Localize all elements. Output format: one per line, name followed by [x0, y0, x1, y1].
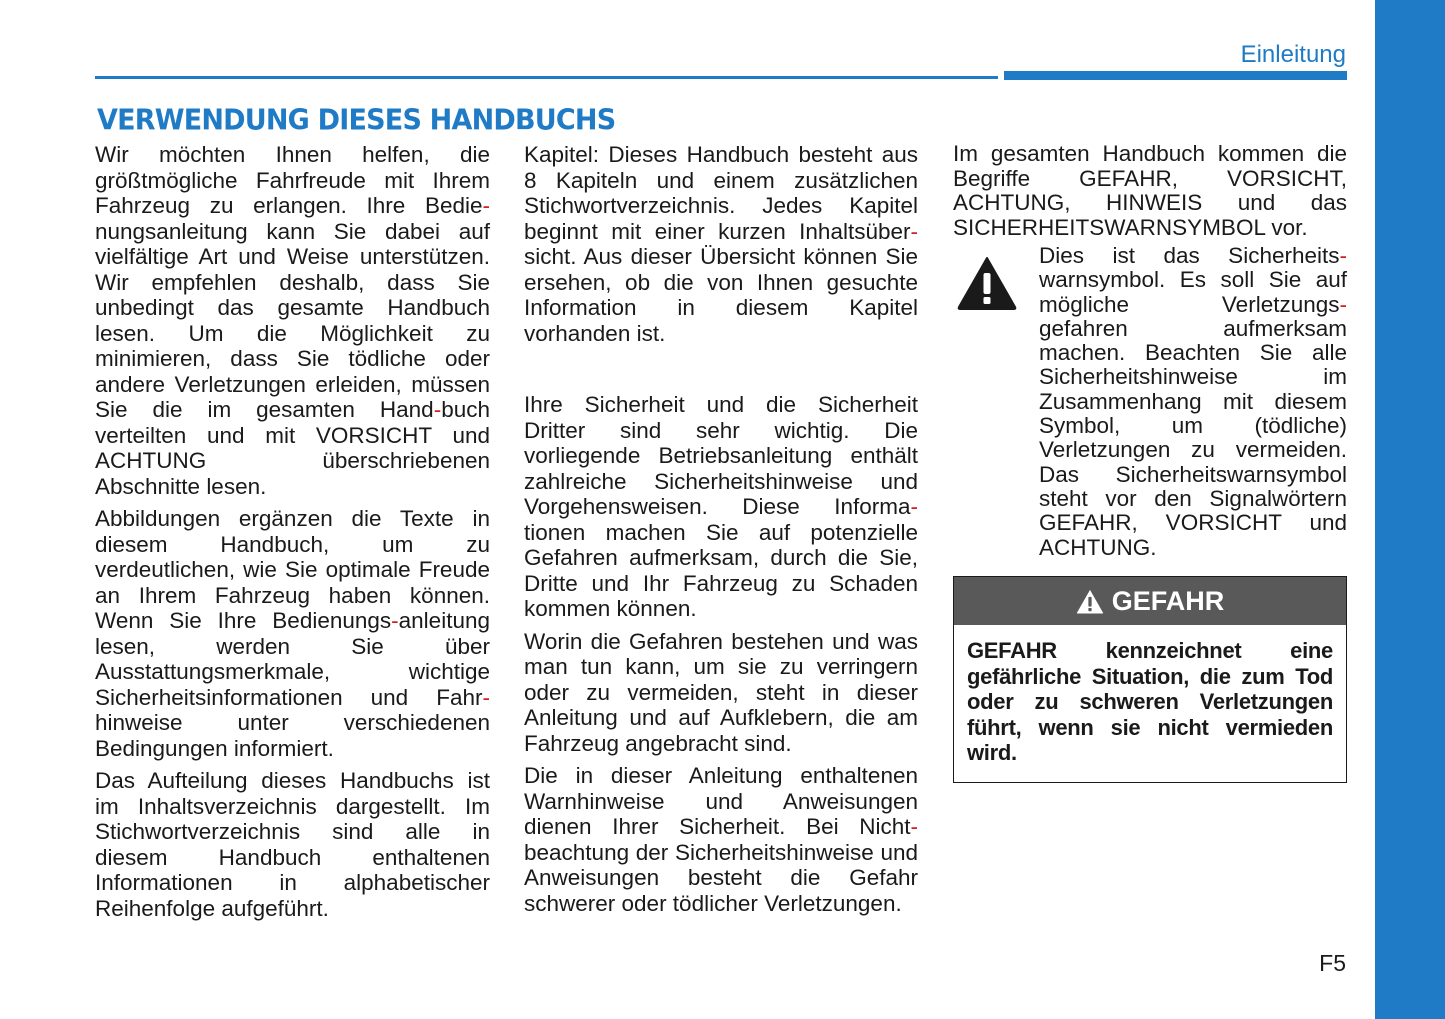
- hyphen-mark: -: [482, 193, 490, 218]
- page-title: VERWENDUNG DIESES HANDBUCHS: [97, 104, 616, 137]
- page-number: F5: [1319, 950, 1346, 976]
- paragraph: Das Aufteilung dieses Handbuchs ist im Inhaltsverzeichnis dargestellt. Im Stichwortverzeichnis sind alle in diesem Handbuch enthaltenen Informationen in alphabetischer Reihenfolge aufgeführt.: [95, 768, 490, 921]
- paragraph: Im gesamten Handbuch kommen die Begriffe GEFAHR, VORSICHT, ACHTUNG, HINWEIS und das SICHERHEITSWARNSYMBOL vor.: [953, 141, 1347, 240]
- hyphen-mark: -: [910, 494, 918, 519]
- section-label: Einleitung: [1240, 41, 1346, 68]
- paragraph: Ihre Sicherheit und die Sicherheit Dritter sind sehr wichtig. Die vorliegende Betriebsanleitung enthält zahlreiche Sicherheitshinweise und Vorgehensweisen. Diese Informa-tionen machen Sie auf potenzielle Gefahren aufmerksam, durch die Sie, Dritte und Ihr Fahrzeug zu Schaden kommen können.: [524, 392, 918, 621]
- paragraph: Worin die Gefahren bestehen und was man tun kann, um sie zu verringern oder zu vermeiden, steht in dieser Anleitung und auf Aufklebern, die am Fahrzeug angebracht sind.: [524, 628, 918, 756]
- warning-triangle-icon: [957, 256, 1017, 310]
- hyphen-mark: -: [910, 218, 918, 244]
- warning-triangle-icon: [1076, 589, 1104, 614]
- hyphen-mark: -: [391, 608, 399, 633]
- paragraph: Kapitel: Dieses Handbuch besteht aus 8 Kapiteln und einem zusätzlichen Stichwortverzeichnis. Jedes Kapitel beginnt mit einer kurzen Inhaltsüber-sicht. Aus dieser Übersicht können Sie ersehen, ob die von Ihnen gesuchte Information in diesem Kapitel vorhanden ist.: [524, 142, 918, 346]
- safety-symbol-description: Dies ist das Sicherheits- warnsymbol. Es soll Sie auf mögliche Verletzungs- gefahren aufmerksam machen. Beachten Sie alle Sicherheitshinweise im Zusammenhang mit diesem Symbol, um (tödliche) Verletzungen zu vermeiden. Das Sicherheitswarnsymbol steht vor den Signalwörtern GEFAHR, VORSICHT und ACHTUNG.: [1039, 243, 1347, 560]
- danger-notice-box: [953, 576, 1347, 783]
- danger-notice-text: GEFAHR kennzeichnet eine gefährliche Situation, die zum Tod oder zu schweren Verletzungen führt, wenn sie nicht vermieden wird.: [967, 638, 1333, 765]
- danger-notice-header: [954, 577, 1346, 625]
- text-column-2: [524, 142, 918, 923]
- header-rule-accent: [1004, 71, 1347, 80]
- hyphen-mark: -: [910, 814, 918, 839]
- text-column-1: [95, 142, 490, 928]
- hyphen-mark: -: [1339, 291, 1347, 317]
- danger-heading: GEFAHR: [1111, 585, 1225, 616]
- hyphen-mark: -: [482, 684, 490, 710]
- hyphen-mark: -: [1339, 243, 1347, 268]
- text-column-3: [953, 142, 1347, 562]
- paragraph: Abbildungen ergänzen die Texte in diesem Handbuch, um zu verdeutlichen, wie Sie optimale Freude an Ihrem Fahrzeug haben können. Wenn Sie Ihre Bedienungs-anleitung lesen, werden Sie über Ausstattungsmerkmale, wichtige Sicherheitsinformationen und Fahr-hinweise unter verschiedenen Bedingungen informiert.: [95, 506, 490, 761]
- side-tab-bar: [1375, 0, 1445, 1019]
- hyphen-mark: -: [433, 397, 442, 422]
- header-rule: [95, 76, 998, 79]
- safety-symbol-block: [953, 244, 1347, 562]
- paragraph: Wir möchten Ihnen helfen, die größtmögliche Fahrfreude mit Ihrem Fahrzeug zu erlangen. Ihre Bedie-nungsanleitung kann Sie dabei auf vielfältige Art und Weise unterstützen. Wir empfehlen deshalb, dass Sie unbedingt das gesamte Handbuch lesen. Um die Möglichkeit zu minimieren, dass Sie tödliche oder andere Verletzungen erleiden, müssen Sie die im gesamten Hand-buch verteilten und mit VORSICHT und ACHTUNG überschriebenen Abschnitte lesen.: [95, 142, 490, 499]
- paragraph: Die in dieser Anleitung enthaltenen Warnhinweise und Anweisungen dienen Ihrer Sicherheit. Bei Nicht-beachtung der Sicherheitshinweise und Anweisungen besteht die Gefahr schwerer oder tödlicher Verletzungen.: [524, 763, 918, 916]
